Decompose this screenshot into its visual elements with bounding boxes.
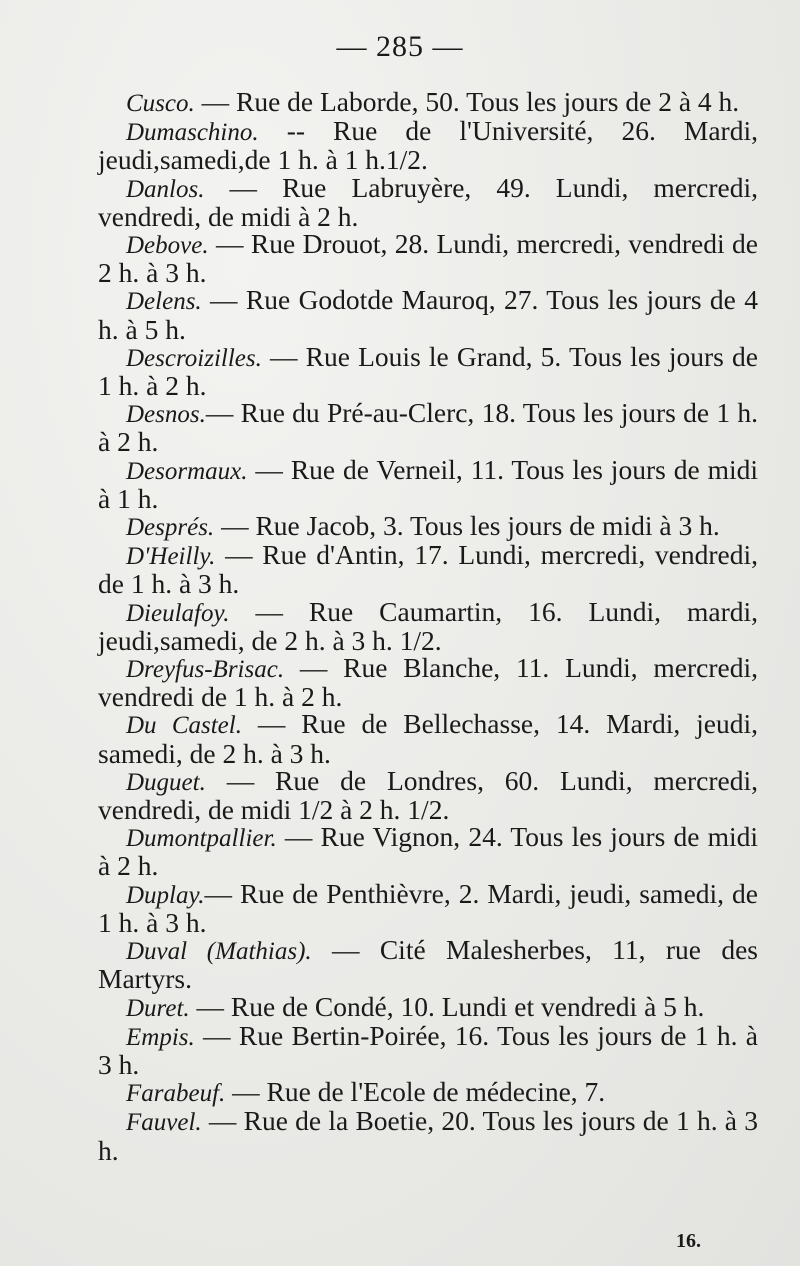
doctor-name: Empis. [126, 1023, 195, 1051]
doctor-name: Dumontpallier. [126, 825, 277, 853]
list-item [98, 115, 758, 176]
entry-text: -- Rue de l'Université, 26. Mardi, jeudi,samedi,de 1 h. à 1 h.1/2. [98, 115, 758, 176]
entry-text: — Rue Blanche, 11. Lundi, mercredi, vendredi de 1 h. à 2 h. [98, 652, 758, 713]
list-item [98, 88, 758, 117]
list-item [98, 453, 758, 514]
entry-text: — Rue Jacob, 3. Tous les jours de midi à 3 h. [214, 510, 720, 542]
list-item [98, 228, 758, 289]
list-item [98, 764, 758, 826]
page-number: — 285 — [336, 30, 464, 63]
list-item [98, 1105, 758, 1166]
doctor-name: Duret. [126, 994, 190, 1022]
entry-text: — Rue Labruyère, 49. Lundi, mercredi, vendredi, de midi à 2 h. [98, 171, 758, 232]
doctor-name: Descroizilles. [126, 344, 262, 372]
list-item [98, 990, 758, 1022]
doctor-name: Danlos. [126, 175, 205, 203]
doctor-name: Cusco. [126, 90, 195, 117]
entry-text: — Rue de Condé, 10. Lundi et vendredi à 5 h. [189, 990, 705, 1022]
doctor-name: Fauvel. [126, 1109, 202, 1137]
list-item [98, 821, 758, 882]
signature-mark: 16. [676, 1230, 701, 1252]
list-item [98, 512, 758, 541]
entry-text: — Rue Drouot, 28. Lundi, mercredi, vendredi de 2 h. à 3 h. [98, 228, 758, 289]
entry-text: — Rue Bertin-Poirée, 16. Tous les jours de 1 h. à 3 h. [98, 1019, 758, 1080]
doctor-name: Desormaux. [126, 457, 248, 485]
doctor-name: Dieulafoy. [126, 599, 230, 627]
doctor-name: Desnos. [126, 401, 206, 429]
doctor-name: Duguet. [126, 768, 206, 796]
list-item [98, 708, 758, 769]
entry-text: — Rue de Londres, 60. Lundi, mercredi, vendredi, de midi 1/2 à 2 h. 1/2. [98, 764, 758, 826]
entry-text: — Rue d'Antin, 17. Lundi, mercredi, vendredi, de 1 h. à 3 h. [98, 539, 758, 600]
list-item [98, 1078, 758, 1107]
list-item [98, 340, 758, 402]
doctor-list [98, 88, 758, 1164]
doctor-name: Després. [126, 514, 215, 542]
list-item [98, 397, 758, 458]
doctor-name: Dreyfus-Brisac. [126, 656, 285, 684]
doctor-name: Duplay. [126, 881, 205, 909]
doctor-name: Du Castel. [126, 712, 242, 740]
entry-text: — Rue de Bellechasse, 14. Mardi, jeudi, samedi, de 2 h. à 3 h. [98, 708, 758, 769]
entry-text: — Rue du Pré-au-Clerc, 18. Tous les jours de 1 h. à 2 h. [98, 397, 758, 458]
list-item [98, 934, 758, 995]
list-item [98, 1019, 758, 1080]
entry-text: — Rue Vignon, 24. Tous les jours de midi à 2 h. [98, 821, 758, 882]
list-item [98, 171, 758, 232]
entry-text: — Rue Louis le Grand, 5. Tous les jours de 1 h. à 2 h. [98, 340, 758, 402]
entry-text: — Rue de la Boetie, 20. Tous les jours de 1 h. à 3 h. [98, 1105, 758, 1166]
doctor-name: Dumaschino. [126, 119, 259, 147]
entry-text: — Rue Caumartin, 16. Lundi, mardi, jeudi,samedi, de 2 h. à 3 h. 1/2. [98, 595, 758, 656]
doctor-name: Delens. [126, 288, 202, 316]
list-item [98, 652, 758, 713]
entry-text: — Rue de Verneil, 11. Tous les jours de midi à 1 h. [98, 453, 758, 514]
list-item [98, 877, 758, 938]
list-item [98, 539, 758, 600]
entry-text: — Rue de Penthièvre, 2. Mardi, jeudi, samedi, de 1 h. à 3 h. [98, 877, 758, 938]
entry-text: — Cité Malesherbes, 11, rue des Martyrs. [98, 934, 758, 995]
list-item [98, 595, 758, 656]
entry-text: — Rue de Laborde, 50. Tous les jours de 2 à 4 h. [194, 86, 740, 117]
doctor-name: Duval (Mathias). [126, 938, 312, 966]
doctor-name: D'Heilly. [126, 543, 216, 571]
list-item [98, 284, 758, 345]
entry-text: — Rue de l'Ecole de médecine, 7. [225, 1076, 606, 1108]
entry-text: — Rue Godotde Mauroq, 27. Tous les jours de 4 h. à 5 h. [98, 284, 758, 345]
doctor-name: Debove. [126, 232, 209, 260]
doctor-name: Farabeuf. [126, 1080, 226, 1108]
